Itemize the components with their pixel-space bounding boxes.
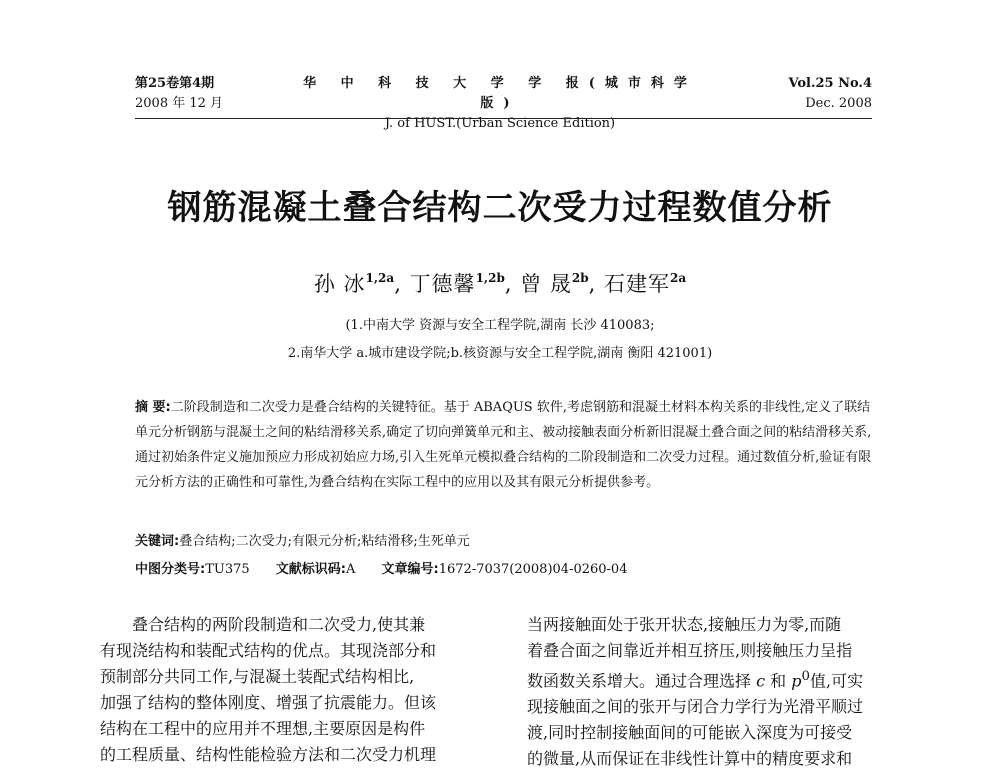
author-affiliation-mark: 2a xyxy=(670,271,687,285)
variable-p: p xyxy=(791,671,802,691)
abstract-label: 摘 要: xyxy=(135,400,171,415)
variable-c: c xyxy=(756,671,766,691)
body-column-right xyxy=(527,612,912,772)
author-list xyxy=(100,268,900,298)
date-cn: 2008 年 12 月 xyxy=(135,96,224,111)
body-line: 着叠合面之间靠近并相互挤压,则接触压力呈指 xyxy=(527,641,853,660)
author-affiliation-mark: 2b xyxy=(571,271,589,285)
article-number-label: 文章编号: xyxy=(381,562,439,577)
body-line: 叠合结构的两阶段制造和二次受力,使其兼 xyxy=(132,615,426,634)
clc-value: TU375 xyxy=(205,562,250,577)
body-line: 现接触面之间的张开与闭合力学行为光滑平顺过 xyxy=(527,697,864,717)
body-text: 和 xyxy=(770,671,787,691)
body-text: 数函数关系增大。通过合理选择 xyxy=(527,671,752,691)
body-line: 加强了结构的整体刚度、增强了抗震能力。但该 xyxy=(100,693,437,712)
date-en: Dec. 2008 xyxy=(805,96,872,111)
body-line: 预制部分共同工作,与混凝土装配式结构相比, xyxy=(100,667,415,686)
variable-p-superscript: 0 xyxy=(801,669,811,684)
author-separator: , xyxy=(588,272,597,296)
body-text: 值,可实 xyxy=(810,671,864,691)
journal-name xyxy=(300,74,700,134)
body-line xyxy=(527,664,912,694)
article-number-value: 1672-7037(2008)04-0260-04 xyxy=(438,562,628,577)
abstract-text: 二阶段制造和二次受力是叠合结构的关键特征。基于 ABAQUS 软件,考虑钢筋和混凝土材料本构关系的非线性,定义了联结单元分析钢筋与混凝土之间的粘结滑移关系,确定了切向弹簧单元和主、被动接触表面分析新旧混凝土叠合面之间的粘结滑移关系,通过初始条件定义施加预应力形成初始应力场,引入生死单元模拟叠合结构的二阶段制造和二次受力过程。通过数值分析,验证有限元分析方法的正确性和可靠性,为叠合结构在实际工程中的应用以及其有限元分析提供参考。 xyxy=(135,400,872,490)
body-line: 有现浇结构和装配式结构的优点。其现浇部分和 xyxy=(100,641,437,660)
body-line: 结构在工程中的应用并不理想,主要原因是构件 xyxy=(100,719,426,738)
doc-code-value: A xyxy=(346,562,356,577)
author-name: 孙 冰 xyxy=(313,272,366,296)
abstract xyxy=(135,395,872,495)
affiliation-line: (1.中南大学 资源与安全工程学院,湖南 长沙 410083; xyxy=(345,318,655,333)
body-line: 当两接触面处于张开状态,接触压力为零,而随 xyxy=(527,615,842,634)
author-separator: , xyxy=(504,272,513,296)
keywords-text: 叠合结构;二次受力;有限元分析;粘结滑移;生死单元 xyxy=(179,534,470,549)
author-name: 石建军 xyxy=(604,272,671,296)
issue-info-en xyxy=(788,74,872,114)
issue-info xyxy=(135,74,223,114)
paper-title: 钢筋混凝土叠合结构二次受力过程数值分析 xyxy=(167,188,833,228)
author-affiliation-mark: 1,2a xyxy=(365,271,395,285)
author-affiliation-mark: 1,2b xyxy=(475,271,505,285)
clc-label: 中图分类号: xyxy=(135,562,206,577)
affiliation-line: 2.南华大学 a.城市建设学院;b.核资源与安全工程学院,湖南 衡阳 421001) xyxy=(287,346,713,361)
journal-name-en: J. of HUST.(Urban Science Edition) xyxy=(384,116,616,131)
body-line: 的微量,从而保证在非线性计算中的精度要求和 xyxy=(527,749,853,769)
author-name: 曾 晟 xyxy=(520,272,572,296)
journal-name-cn: 华 中 科 技 大 学 学 报(城市科学版) xyxy=(303,76,697,111)
volume-issue-en: Vol.25 No.4 xyxy=(788,76,872,91)
doc-code-label: 文献标识码: xyxy=(275,562,346,577)
author-name: 丁德馨 xyxy=(409,272,476,296)
author-separator: , xyxy=(394,272,402,296)
header-rule xyxy=(135,118,872,119)
keywords-label: 关键词: xyxy=(135,534,180,549)
body-line: 渡,同时控制接触面间的可能嵌入深度为可接受 xyxy=(527,723,853,743)
keywords xyxy=(135,531,470,553)
body-line: 的工程质量、结构性能检验方法和二次受力机理 xyxy=(100,745,437,764)
body-column-left xyxy=(100,612,490,768)
volume-issue-cn: 第25卷第4期 xyxy=(135,76,215,91)
classification-line xyxy=(135,559,627,581)
